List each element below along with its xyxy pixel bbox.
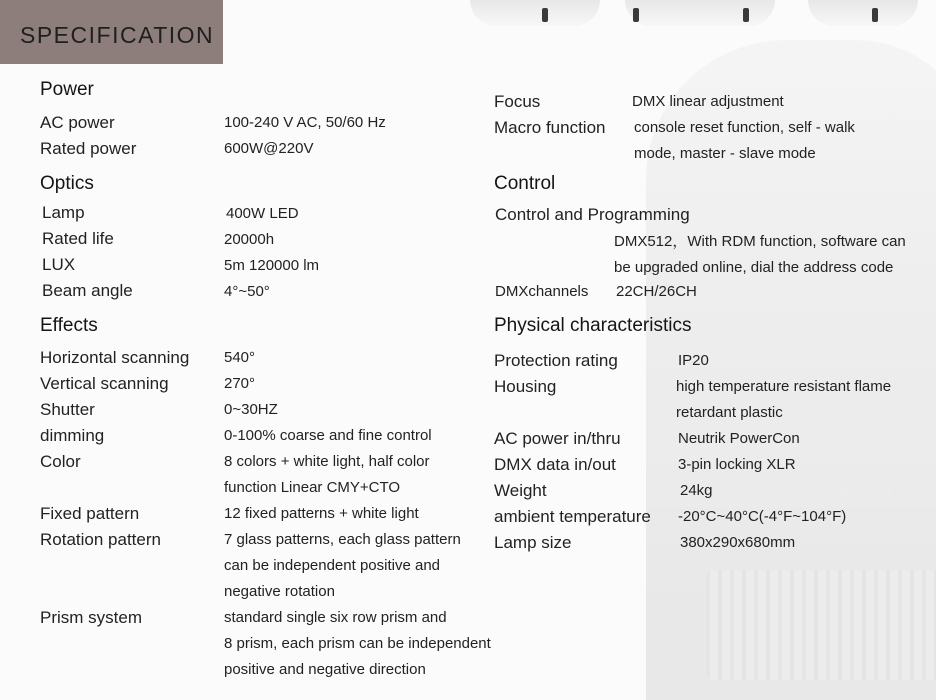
focus-value: DMX linear adjustment [632, 93, 784, 110]
beam-angle-label: Beam angle [42, 281, 133, 300]
macro-function-value [634, 115, 855, 167]
housing-label: Housing [494, 377, 557, 396]
dmx-data-inout-value: 3-pin locking XLR [678, 456, 796, 473]
horizontal-scanning-value: 540° [224, 349, 256, 366]
rotation-pattern-value-line: can be independent positive and [224, 557, 441, 574]
prism-value-line: 8 prism, each prism can be independent [224, 635, 491, 652]
physical-heading: Physical characteristics [494, 315, 692, 336]
dmx-data-inout-label: DMX data in/out [494, 455, 616, 474]
prism-system-label: Prism system [40, 608, 142, 627]
product-top-image [470, 0, 600, 26]
dimming-label: dimming [40, 426, 105, 445]
power-heading: Power [40, 79, 94, 100]
rated-life-value: 20000h [224, 231, 275, 248]
product-leg [743, 8, 749, 22]
product-logo: @ukmar [800, 480, 896, 505]
product-leg [872, 8, 878, 22]
fixed-pattern-value: 12 fixed patterns + white light [224, 505, 419, 522]
color-label: Color [40, 452, 81, 471]
ac-power-label: AC power [40, 113, 115, 132]
vertical-scanning-value: 270° [224, 375, 256, 392]
prism-system-value [224, 605, 491, 683]
product-leg [542, 8, 548, 22]
weight-value: 24kg [680, 482, 713, 499]
control-heading: Control [494, 173, 556, 194]
product-leg [633, 8, 639, 22]
product-top-image [808, 0, 918, 26]
ambient-temperature-value: -20°C~40°C(-4°F~104°F) [678, 508, 847, 525]
macro-value-line: mode, master - slave mode [634, 145, 816, 162]
ac-power-inthru-label: AC power in/thru [494, 429, 621, 448]
vertical-scanning-label: Vertical scanning [40, 374, 169, 393]
rated-power-label: Rated power [40, 139, 137, 158]
dmx-channels-value: 22CH/26CH [616, 283, 697, 300]
protection-rating-value: IP20 [678, 352, 709, 369]
macro-value-line: console reset function, self - walk [634, 119, 855, 136]
lamp-size-value: 380x290x680mm [680, 534, 796, 551]
ac-power-inthru-value: Neutrik PowerCon [678, 430, 800, 447]
product-vent [706, 570, 936, 680]
lamp-label: Lamp [42, 203, 85, 222]
rated-power-value: 600W@220V [224, 140, 314, 157]
rotation-pattern-value [224, 527, 461, 605]
color-value [224, 449, 430, 501]
effects-heading: Effects [40, 315, 98, 336]
focus-label: Focus [494, 92, 541, 111]
horizontal-scanning-label: Horizontal scanning [40, 348, 190, 367]
dimming-value: 0-100% coarse and fine control [224, 427, 432, 444]
optics-heading: Optics [40, 173, 94, 194]
protection-rating-label: Protection rating [494, 351, 618, 370]
rotation-pattern-label: Rotation pattern [40, 530, 161, 549]
color-value-line: function Linear CMY+CTO [224, 479, 401, 496]
control-programming-value-line: DMX512，With RDM function, software can [614, 233, 906, 250]
ac-power-value: 100-240 V AC, 50/60 Hz [224, 114, 386, 131]
prism-value-line: standard single six row prism and [224, 609, 447, 626]
page-title: SPECIFICATION [20, 21, 215, 48]
lux-value: 5m 120000 lm [224, 257, 320, 274]
housing-value-line: retardant plastic [676, 404, 783, 421]
specification-banner [0, 0, 223, 64]
control-programming-value [614, 229, 906, 281]
control-programming-value-line: be upgraded online, dial the address code [614, 259, 894, 276]
housing-value-line: high temperature resistant flame [676, 378, 892, 395]
lamp-size-label: Lamp size [494, 533, 572, 552]
ambient-temperature-label: ambient temperature [494, 507, 651, 526]
fixed-pattern-label: Fixed pattern [40, 504, 140, 523]
macro-function-label: Macro function [494, 118, 606, 137]
beam-angle-value: 4°~50° [224, 283, 270, 300]
dmx-channels-label: DMXchannels [495, 283, 589, 300]
shutter-value: 0~30HZ [224, 401, 278, 418]
rotation-pattern-value-line: 7 glass patterns, each glass pattern [224, 531, 461, 548]
rated-life-label: Rated life [42, 229, 114, 248]
color-value-line: 8 colors + white light, half color [224, 453, 430, 470]
lux-label: LUX [42, 255, 76, 274]
shutter-label: Shutter [40, 400, 95, 419]
housing-value [676, 374, 891, 426]
prism-value-line: positive and negative direction [224, 661, 426, 678]
product-top-image [625, 0, 775, 26]
weight-label: Weight [494, 481, 547, 500]
lamp-value: 400W LED [226, 205, 299, 222]
rotation-pattern-value-line: negative rotation [224, 583, 335, 600]
control-programming-label: Control and Programming [495, 205, 690, 224]
